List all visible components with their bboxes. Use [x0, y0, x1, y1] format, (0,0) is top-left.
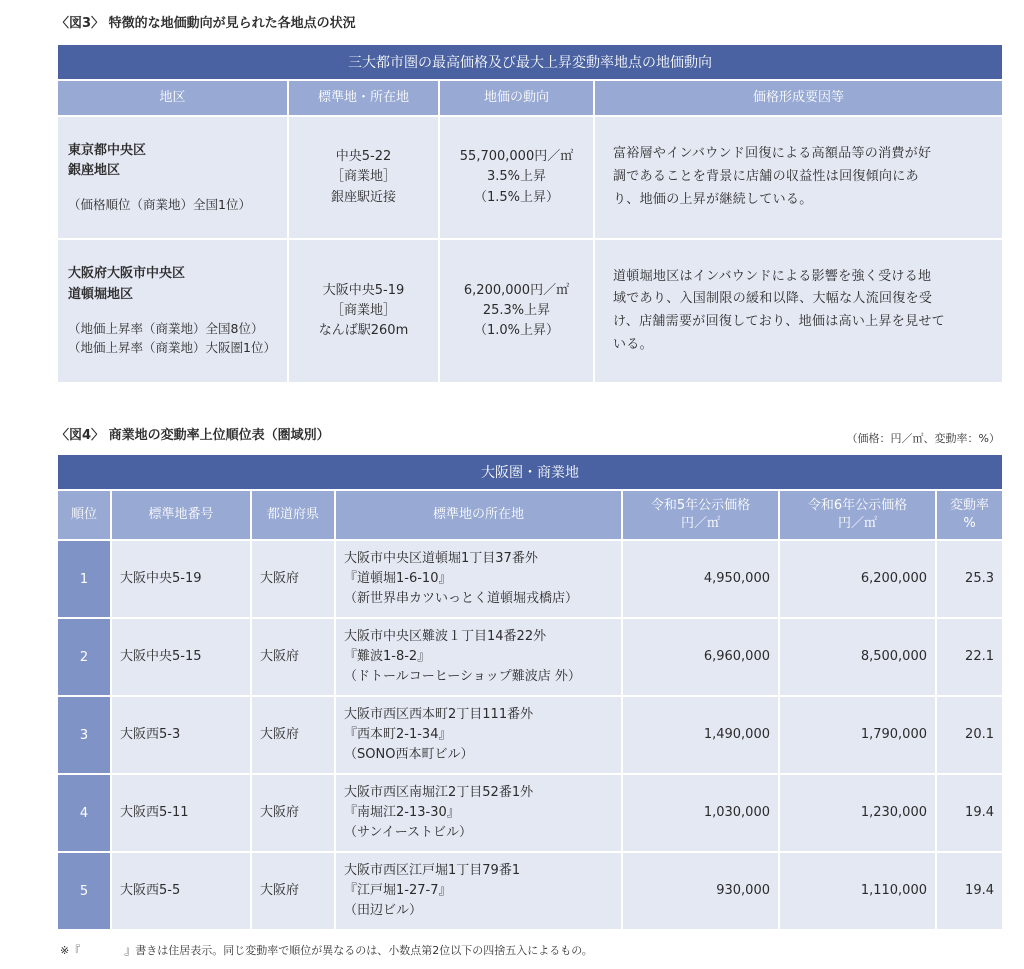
- site-cell: [289, 117, 438, 238]
- location-cell: [336, 775, 621, 851]
- prefecture-cell: 大阪府: [252, 853, 334, 929]
- location-line: 大阪市西区西本町2丁目111番外: [344, 706, 534, 722]
- price-r5-cell: 1,490,000: [623, 697, 778, 773]
- location-line: 『南堀江2-13-30』: [344, 804, 460, 820]
- figure-4-banner: 大阪圏・商業地: [58, 455, 1002, 489]
- rate-cell: 20.1: [937, 697, 1002, 773]
- rate-cell: 19.4: [937, 853, 1002, 929]
- site-access: 銀座駅近接: [330, 189, 396, 205]
- header-line: %: [963, 516, 976, 531]
- location-line: （ドトールコーヒーショップ難波店 外）: [344, 669, 581, 685]
- location-line: 『難波1-8-2』: [344, 648, 431, 664]
- location-line: （田辺ビル）: [344, 903, 423, 919]
- footnote: ※『 』書きは住居表示。同じ変動率で順位が異なるのは、小数点第2位以下の四捨五入によるもの。: [60, 944, 593, 957]
- site-access: なんば駅260m: [318, 323, 409, 339]
- prefecture-cell: 大阪府: [252, 619, 334, 695]
- price-r6-cell: 6,200,000: [780, 541, 935, 617]
- column-header-area: 地区: [58, 81, 287, 115]
- area-name-line: 東京都中央区: [68, 142, 147, 158]
- prefecture-cell: 大阪府: [252, 697, 334, 773]
- header-line: 円／㎡: [837, 516, 877, 531]
- table-row: [58, 853, 1002, 929]
- prefecture-cell: 大阪府: [252, 541, 334, 617]
- location-line: （SONO西本町ビル）: [344, 747, 474, 763]
- area-rank-note: （価格順位（商業地）全国1位）: [68, 196, 251, 212]
- price-r5-cell: 4,950,000: [623, 541, 778, 617]
- location-line: （サンイーストビル）: [344, 825, 473, 841]
- location-line: 大阪市中央区道頓堀1丁目37番外: [344, 550, 538, 566]
- location-cell: [336, 853, 621, 929]
- site-number: 中央5-22: [335, 149, 392, 165]
- unit-note: （価格：円／㎡、変動率：%）: [846, 432, 1000, 445]
- figure-4-caption: 〈図4〉 商業地の変動率上位順位表（圏域別）: [56, 428, 330, 443]
- table-row: [58, 619, 1002, 695]
- prefecture-cell: 大阪府: [252, 775, 334, 851]
- location-cell: [336, 619, 621, 695]
- column-header-site: 標準地・所在地: [289, 81, 438, 115]
- table-row: [58, 117, 1002, 238]
- price-r5-cell: 1,030,000: [623, 775, 778, 851]
- figure-3-banner: 三大都市圏の最高価格及び最大上昇変動率地点の地価動向: [58, 45, 1002, 79]
- location-line: 大阪市中央区難波１丁目14番22外: [344, 628, 547, 644]
- column-header-prefecture: 都道府県: [252, 491, 334, 539]
- column-header-trend: 地価の動向: [440, 81, 593, 115]
- trend-cell: [440, 117, 593, 238]
- column-header-price-r6: [780, 491, 935, 539]
- rate-cell: 25.3: [937, 541, 1002, 617]
- rate-cell: 19.4: [937, 775, 1002, 851]
- factor-text-line: 道頓堀地区はインバウンドによる影響を強く受ける地: [613, 268, 932, 284]
- area-rank-note: （地価上昇率（商業地）全国8位）: [68, 320, 264, 336]
- factor-text-line: 富裕層やインバウンド回復による高額品等の消費が好: [613, 146, 932, 162]
- number-cell: 大阪西5-3: [112, 697, 250, 773]
- area-cell: [58, 240, 287, 382]
- column-header-rate: [937, 491, 1002, 539]
- area-name-line: 大阪府大阪市中央区: [68, 266, 186, 282]
- figure-3-table: [56, 43, 1004, 384]
- factor-text-line: いる。: [613, 336, 653, 352]
- location-line: （新世界串カツいっとく道頓堀戎橋店）: [344, 591, 579, 607]
- area-name-line: 銀座地区: [68, 162, 121, 178]
- factor-text-line: 域であり、入国制限の緩和以降、大幅な人流回復を受: [613, 291, 933, 307]
- price-r6-cell: 1,230,000: [780, 775, 935, 851]
- trend-rate: 3.5%上昇: [486, 169, 547, 185]
- rank-cell: 4: [58, 775, 110, 851]
- location-line: 大阪市西区江戸堀1丁目79番1: [344, 862, 521, 878]
- column-header-location: 標準地の所在地: [336, 491, 621, 539]
- figure-3-caption: 〈図3〉 特徴的な地価動向が見られた各地点の状況: [56, 16, 356, 31]
- trend-rate: 25.3%上昇: [482, 302, 551, 318]
- price-r6-cell: 1,790,000: [780, 697, 935, 773]
- column-header-factor: 価格形成要因等: [595, 81, 1002, 115]
- trend-price: 55,700,000円／㎡: [459, 149, 574, 165]
- site-number: 大阪中央5-19: [322, 282, 405, 298]
- rank-cell: 3: [58, 697, 110, 773]
- price-r5-cell: 930,000: [623, 853, 778, 929]
- number-cell: 大阪中央5-15: [112, 619, 250, 695]
- location-line: 『西本町2-1-34』: [344, 726, 452, 742]
- rate-cell: 22.1: [937, 619, 1002, 695]
- header-line: 円／㎡: [680, 516, 720, 531]
- price-r5-cell: 6,960,000: [623, 619, 778, 695]
- trend-cell: [440, 240, 593, 382]
- factor-cell: [595, 117, 1002, 238]
- location-cell: [336, 541, 621, 617]
- area-name-line: 道頓堀地区: [68, 286, 134, 302]
- area-cell: [58, 117, 287, 238]
- number-cell: 大阪西5-5: [112, 853, 250, 929]
- table-row: [58, 541, 1002, 617]
- site-cell: [289, 240, 438, 382]
- rank-cell: 1: [58, 541, 110, 617]
- factor-text-line: 調であることを背景に店舗の収益性は回復傾向にあ: [613, 169, 919, 185]
- site-use: ［商業地］: [330, 302, 396, 318]
- location-line: 『江戸堀1-27-7』: [344, 882, 452, 898]
- table-row: [58, 775, 1002, 851]
- factor-text-line: け、店舗需要が回復しており、地価は高い上昇を見せて: [613, 314, 945, 329]
- header-line: 令和5年公示価格: [650, 498, 751, 514]
- header-line: 令和6年公示価格: [807, 498, 908, 514]
- price-r6-cell: 8,500,000: [780, 619, 935, 695]
- location-line: 大阪市西区南堀江2丁目52番1外: [344, 784, 534, 800]
- location-line: 『道頓堀1-6-10』: [344, 570, 452, 586]
- header-line: 変動率: [949, 498, 989, 514]
- trend-price: 6,200,000円／㎡: [463, 282, 570, 298]
- figure-4-table: [56, 453, 1004, 931]
- factor-text-line: り、地価の上昇が継続している。: [613, 191, 813, 207]
- factor-cell: [595, 240, 1002, 382]
- rank-cell: 5: [58, 853, 110, 929]
- trend-prev-rate: （1.0%上昇）: [473, 323, 560, 339]
- rank-cell: 2: [58, 619, 110, 695]
- table-row: [58, 240, 1002, 382]
- number-cell: 大阪西5-11: [112, 775, 250, 851]
- location-cell: [336, 697, 621, 773]
- table-row: [58, 697, 1002, 773]
- site-use: ［商業地］: [330, 169, 396, 185]
- column-header-rank: 順位: [58, 491, 110, 539]
- area-rank-note: （地価上昇率（商業地）大阪圏1位）: [68, 340, 276, 356]
- number-cell: 大阪中央5-19: [112, 541, 250, 617]
- column-header-price-r5: [623, 491, 778, 539]
- price-r6-cell: 1,110,000: [780, 853, 935, 929]
- trend-prev-rate: （1.5%上昇）: [473, 189, 560, 205]
- column-header-number: 標準地番号: [112, 491, 250, 539]
